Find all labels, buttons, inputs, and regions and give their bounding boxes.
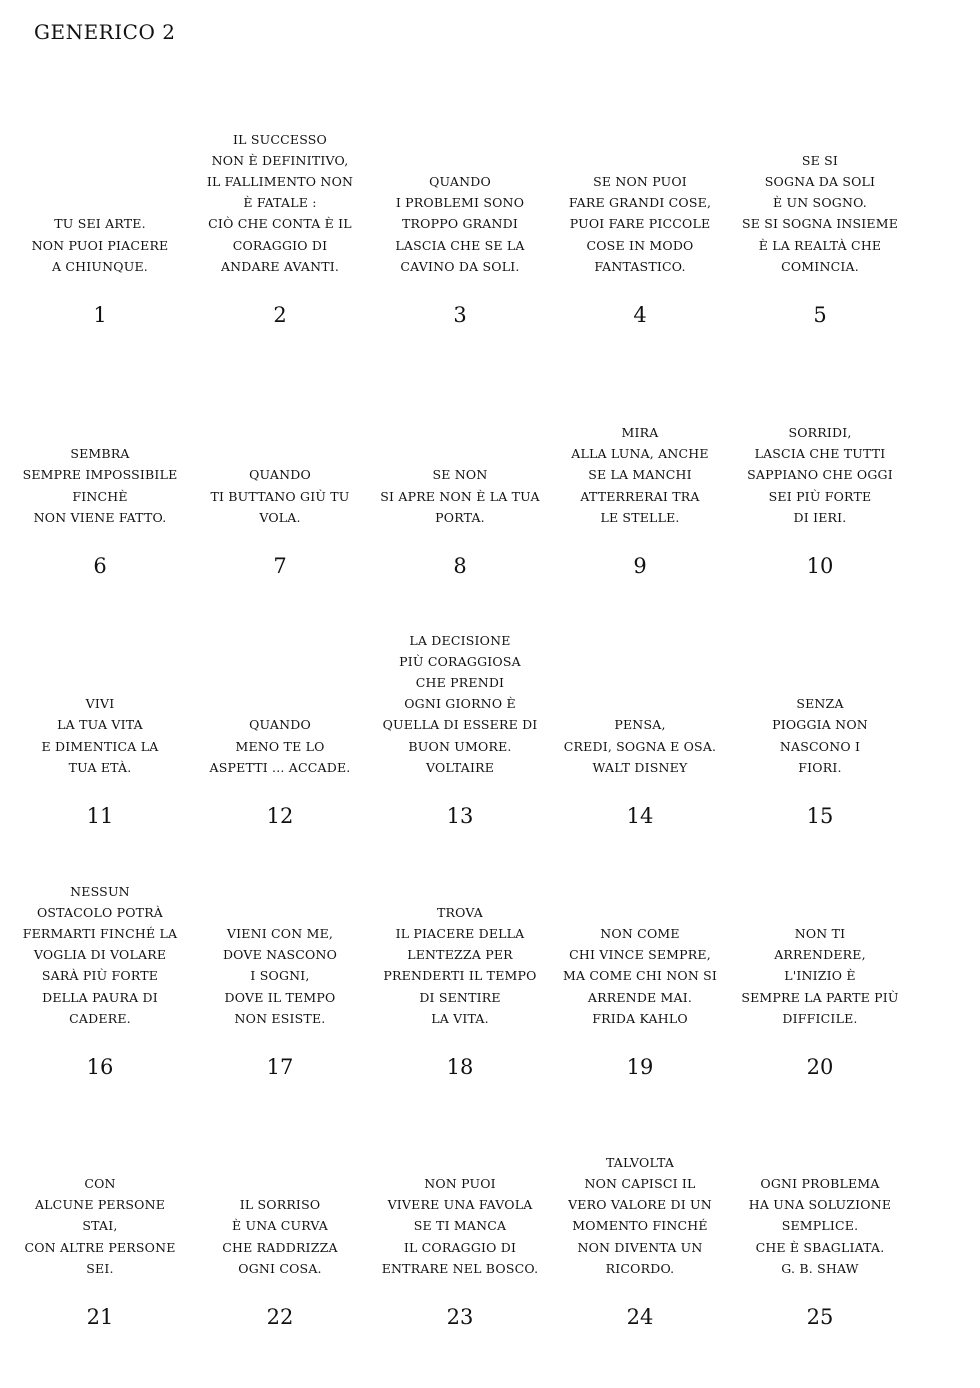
quote-line: IL SUCCESSO: [233, 131, 327, 147]
quote-line: CREDI, SOGNA E OSA.: [563, 738, 717, 754]
quote-line: CADERE.: [69, 1010, 131, 1026]
quote-line: CHE RADDRIZZA: [222, 1239, 338, 1255]
quote-line: L'INIZIO È: [784, 968, 856, 984]
quote-line: SI APRE NON È LA TUA: [380, 488, 540, 504]
quote-line: NON COME: [600, 925, 680, 941]
card-number: 7: [273, 554, 287, 578]
quote-line: NASCONO I: [779, 738, 861, 754]
quote-line: PIOGGIA NON: [772, 717, 868, 733]
quote-line: LASCIA CHE TUTTI: [754, 446, 886, 462]
quote-line: MIRA: [621, 424, 659, 440]
quote-line: DI SENTIRE: [419, 989, 501, 1005]
card-number: 6: [93, 554, 107, 578]
quote-line: SOGNA DA SOLI: [764, 173, 876, 189]
quote-line: SE LA MANCHI: [588, 467, 692, 483]
card-number: 20: [806, 1055, 834, 1079]
quote-line: COMINCIA.: [781, 258, 859, 274]
quote-line: QUANDO: [429, 173, 491, 189]
quote-line: ATTERRERAI TRA: [580, 488, 700, 504]
quote-line: PENSA,: [614, 717, 666, 733]
quote-line: NON CAPISCI IL: [584, 1175, 696, 1191]
quote-card: [10, 0, 190, 1388]
quote-line: ALLA LUNA, ANCHE: [571, 446, 709, 462]
card-number: 13: [446, 804, 474, 828]
quote-line: PUOI FARE PICCOLE: [569, 216, 711, 232]
quote-line: HA UNA SOLUZIONE: [748, 1197, 892, 1213]
quote-line: NON ESISTE.: [234, 1010, 326, 1026]
quote-line: DOVE NASCONO: [222, 947, 338, 963]
quote-line: SE NON PUOI: [593, 173, 687, 189]
quote-line: OGNI COSA.: [238, 1260, 322, 1276]
quote-line: VOLA.: [259, 509, 301, 525]
quote-line: È LA REALTÀ CHE: [758, 237, 882, 253]
quote-line: OGNI PROBLEMA: [760, 1175, 880, 1191]
quote-line: SE SI SOGNA INSIEME: [741, 216, 899, 232]
quote-line: SEMPRE LA PARTE PIÙ: [741, 989, 899, 1005]
quote-line: FRIDA KAHLO: [592, 1010, 688, 1026]
quote-line: CORAGGIO DI: [232, 237, 328, 253]
quote-line: TALVOLTA: [605, 1154, 675, 1170]
card-number: 4: [633, 303, 647, 327]
quote-line: SE SI: [801, 152, 839, 168]
quote-line: CAVINO DA SOLI.: [400, 258, 520, 274]
quote-line: ARRENDE MAI.: [587, 989, 693, 1005]
quote-line: CHE È SBAGLIATA.: [755, 1239, 885, 1255]
quote-line: NESSUN: [70, 883, 130, 899]
quote-line: PIÙ CORAGGIOSA: [399, 653, 521, 669]
quote-line: TI BUTTANO GIÙ TU: [210, 488, 350, 504]
quote-line: IL SORRISO: [239, 1197, 321, 1213]
quote-line: VOGLIA DI VOLARE: [33, 947, 167, 963]
quote-text: [550, 1152, 730, 1279]
quote-line: SEMBRA: [70, 446, 130, 462]
quote-line: DELLA PAURA DI: [42, 989, 158, 1005]
quote-line: LA VITA.: [431, 1010, 489, 1026]
quote-line: ARRENDERE,: [774, 947, 866, 963]
quote-line: WALT DISNEY: [592, 759, 688, 775]
quote-line: SEI.: [86, 1260, 114, 1276]
quote-line: LENTEZZA PER: [407, 947, 513, 963]
quote-line: È UNA CURVA: [231, 1218, 329, 1234]
quote-line: SEI PIÙ FORTE: [768, 488, 872, 504]
quote-line: FINCHÈ: [72, 488, 128, 504]
card-number: 15: [806, 804, 834, 828]
card-number: 22: [266, 1305, 294, 1329]
quote-line: ANDARE AVANTI.: [220, 258, 340, 274]
quote-text: [190, 1194, 370, 1279]
quote-line: SEMPLICE.: [781, 1218, 859, 1234]
quote-line: È UN SOGNO.: [773, 195, 867, 211]
quote-line: LA DECISIONE: [409, 632, 511, 648]
card-number: 1: [93, 303, 107, 327]
quote-line: COSE IN MODO: [586, 237, 694, 253]
quote-line: PORTA.: [435, 509, 485, 525]
quote-line: MOMENTO FINCHÉ: [572, 1218, 708, 1234]
card-number: 9: [633, 554, 647, 578]
quote-line: VIENI CON ME,: [226, 925, 334, 941]
quote-line: SAPPIANO CHE OGGI: [747, 467, 893, 483]
card-number: 8: [453, 554, 467, 578]
card-number: 14: [626, 804, 654, 828]
quote-line: PRENDERTI IL TEMPO: [383, 968, 537, 984]
quote-line: CON ALTRE PERSONE: [24, 1239, 176, 1255]
quote-line: LASCIA CHE SE LA: [395, 237, 525, 253]
card-number: 5: [813, 303, 827, 327]
quote-line: VOLTAIRE: [425, 759, 495, 775]
quote-line: TROVA: [437, 904, 483, 920]
quote-line: TUA ETÀ.: [68, 759, 132, 775]
quote-card: [370, 0, 550, 1388]
quote-line: VIVERE UNA FAVOLA: [387, 1197, 533, 1213]
quote-line: NON PUOI PIACERE: [31, 237, 169, 253]
quote-line: VERO VALORE DI UN: [568, 1197, 712, 1213]
card-number: 2: [273, 303, 287, 327]
quote-line: NON VIENE FATTO.: [33, 509, 167, 525]
quote-line: SE TI MANCA: [413, 1218, 507, 1234]
quote-line: BUON UMORE.: [408, 738, 512, 754]
quote-text: [10, 1173, 190, 1279]
quote-line: I SOGNI,: [250, 968, 310, 984]
quote-line: NON TI: [794, 925, 846, 941]
quote-card: [550, 0, 730, 1388]
quote-line: STAI,: [82, 1218, 118, 1234]
card-number: 11: [86, 804, 114, 828]
quote-line: FIORI.: [798, 759, 842, 775]
quote-line: QUELLA DI ESSERE DI: [382, 717, 538, 733]
quote-line: IL CORAGGIO DI: [403, 1239, 517, 1255]
quote-line: SARÀ PIÙ FORTE: [41, 968, 159, 984]
quote-line: OSTACOLO POTRÀ: [36, 904, 164, 920]
quote-line: NON È DEFINITIVO,: [211, 152, 349, 168]
page-title: GENERICO 2: [34, 20, 176, 44]
quote-card: [730, 0, 910, 1388]
quote-line: NON DIVENTA UN: [577, 1239, 703, 1255]
quote-line: E DIMENTICA LA: [41, 738, 159, 754]
quote-line: FERMARTI FINCHÉ LA: [22, 925, 178, 941]
card-number: 18: [446, 1055, 474, 1079]
card-number: 17: [266, 1055, 294, 1079]
card-number: 21: [86, 1305, 114, 1329]
card-number: 25: [806, 1305, 834, 1329]
card-number: 24: [626, 1305, 654, 1329]
quote-line: SEMPRE IMPOSSIBILE: [22, 467, 178, 483]
quote-line: I PROBLEMI SONO: [395, 195, 525, 211]
quote-line: CIÒ CHE CONTA È IL: [208, 216, 352, 232]
quote-line: A CHIUNQUE.: [52, 258, 148, 274]
quote-line: SENZA: [796, 696, 844, 712]
quote-line: LA TUA VITA: [57, 717, 143, 733]
quote-grid: [10, 0, 910, 1388]
card-number: 23: [446, 1305, 474, 1329]
quote-line: OGNI GIORNO È: [404, 696, 516, 712]
quote-line: FARE GRANDI COSE,: [568, 195, 712, 211]
quote-line: VIVI: [85, 696, 115, 712]
quote-text: [730, 1173, 910, 1279]
quote-line: DI IERI.: [793, 509, 847, 525]
quote-line: FANTASTICO.: [594, 258, 686, 274]
quote-line: CHE PRENDI: [415, 674, 505, 690]
quote-line: ENTRARE NEL BOSCO.: [381, 1260, 539, 1276]
card-number: 16: [86, 1055, 114, 1079]
quote-line: MA COME CHI NON SI: [562, 968, 718, 984]
quote-line: ALCUNE PERSONE: [34, 1197, 166, 1213]
quote-line: LE STELLE.: [600, 509, 680, 525]
quote-line: DOVE IL TEMPO: [224, 989, 336, 1005]
quote-line: G. B. SHAW: [781, 1260, 859, 1276]
card-number: 10: [806, 554, 834, 578]
quote-line: SORRIDI,: [788, 424, 852, 440]
quote-card: [190, 0, 370, 1388]
quote-line: CON: [84, 1175, 116, 1191]
quote-line: NON PUOI: [424, 1175, 496, 1191]
quote-line: IL FALLIMENTO NON: [206, 173, 354, 189]
quote-line: CHI VINCE SEMPRE,: [569, 947, 711, 963]
card-number: 12: [266, 804, 294, 828]
quote-line: È FATALE :: [243, 195, 317, 211]
quote-line: RICORDO.: [605, 1260, 675, 1276]
quote-text: [370, 1173, 550, 1279]
quote-line: DIFFICILE.: [782, 1010, 858, 1026]
quote-line: IL PIACERE DELLA: [395, 925, 525, 941]
quote-line: MENO TE LO: [235, 738, 325, 754]
card-number: 19: [626, 1055, 654, 1079]
quote-line: TROPPO GRANDI: [402, 216, 518, 232]
quote-line: QUANDO: [249, 467, 311, 483]
quote-line: ASPETTI ... ACCADE.: [209, 759, 351, 775]
quote-line: QUANDO: [249, 717, 311, 733]
quote-line: TU SEI ARTE.: [54, 216, 146, 232]
quote-line: SE NON: [432, 467, 488, 483]
card-number: 3: [453, 303, 467, 327]
